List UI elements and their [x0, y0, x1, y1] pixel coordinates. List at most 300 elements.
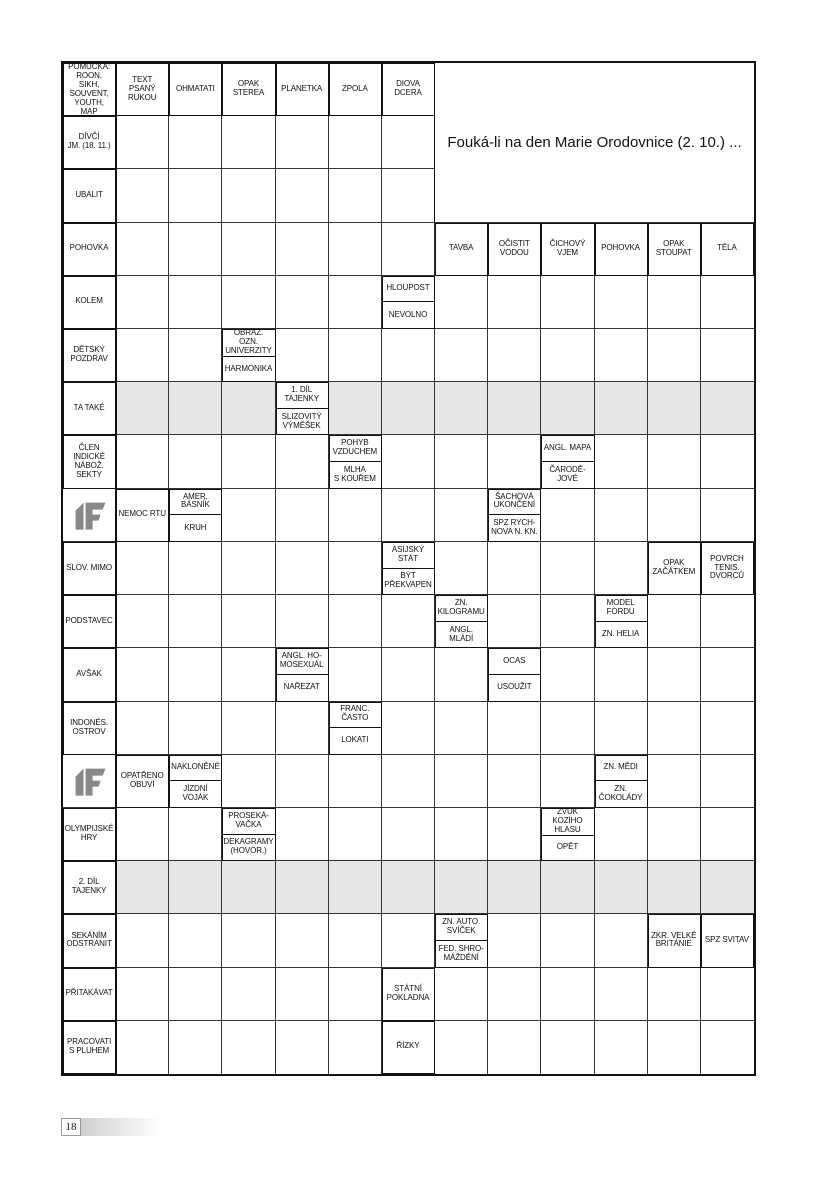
answer-cell[interactable]	[382, 116, 435, 169]
answer-cell[interactable]	[116, 542, 169, 595]
answer-cell[interactable]	[329, 382, 382, 435]
clue-cell	[701, 223, 754, 276]
answer-cell[interactable]	[382, 489, 435, 542]
answer-cell[interactable]	[701, 595, 754, 648]
answer-cell[interactable]	[382, 702, 435, 755]
answer-cell[interactable]	[435, 489, 488, 542]
answer-cell[interactable]	[701, 435, 754, 488]
logo-cell	[63, 489, 116, 542]
clue-text: AVŠAK	[76, 668, 102, 678]
clue-cell	[276, 63, 329, 116]
answer-cell[interactable]	[222, 648, 275, 701]
clue-text: ČLEN INDICKÉ NÁBOŽ. SEKTY	[73, 442, 105, 479]
answer-cell[interactable]	[488, 435, 541, 488]
answer-cell[interactable]	[435, 755, 488, 808]
answer-cell[interactable]	[648, 755, 701, 808]
answer-cell[interactable]	[329, 1021, 382, 1074]
answer-cell[interactable]	[222, 968, 275, 1021]
clue-cell	[382, 63, 435, 116]
answer-cell[interactable]	[329, 116, 382, 169]
answer-cell[interactable]	[595, 914, 648, 967]
clue-text: ASIJSKÝ STÁT	[391, 544, 425, 563]
answer-cell[interactable]	[488, 276, 541, 329]
answer-cell[interactable]	[488, 1021, 541, 1074]
answer-cell[interactable]	[329, 968, 382, 1021]
answer-cell[interactable]	[382, 382, 435, 435]
clue-cell	[382, 968, 435, 1021]
clue-cell	[329, 435, 382, 488]
answer-cell[interactable]	[648, 861, 701, 914]
answer-cell[interactable]	[382, 648, 435, 701]
clue-text: MODEL FORDU	[606, 597, 635, 616]
clue-text: ČARODĚ- JOVÉ	[541, 461, 593, 488]
publisher-logo-icon	[63, 489, 116, 542]
answer-cell[interactable]	[169, 542, 222, 595]
clue-text: POHOVKA	[601, 243, 641, 253]
answer-cell[interactable]	[276, 914, 329, 967]
page-number-strip	[81, 1118, 161, 1136]
answer-cell[interactable]	[222, 542, 275, 595]
answer-cell[interactable]	[116, 861, 169, 914]
answer-cell[interactable]	[595, 382, 648, 435]
answer-cell[interactable]	[435, 382, 488, 435]
answer-cell[interactable]	[541, 914, 594, 967]
answer-cell[interactable]	[222, 435, 275, 488]
clue-text: TA TAKÉ	[73, 402, 105, 412]
answer-cell[interactable]	[116, 435, 169, 488]
clue-text: NEMOC RTU	[118, 509, 166, 519]
answer-cell[interactable]	[541, 755, 594, 808]
clue-cell	[63, 63, 116, 116]
clue-text: PŘITAKÁVAT	[65, 988, 113, 998]
answer-cell[interactable]	[222, 489, 275, 542]
clue-text: POVRCH TENIS. DVORCŮ	[709, 553, 744, 581]
answer-cell[interactable]	[329, 329, 382, 382]
crossword-grid	[61, 61, 756, 1076]
answer-cell[interactable]	[116, 116, 169, 169]
answer-cell[interactable]	[276, 435, 329, 488]
answer-cell[interactable]	[329, 542, 382, 595]
clue-text: ZVUK KOZÍHO HLASU	[552, 806, 583, 834]
answer-cell[interactable]	[488, 914, 541, 967]
answer-cell[interactable]	[222, 169, 275, 222]
clue-cell	[648, 542, 701, 595]
clue-cell	[488, 489, 541, 542]
answer-cell[interactable]	[276, 116, 329, 169]
clue-cell	[648, 223, 701, 276]
clue-text: AMER. BÁSNÍK	[180, 491, 210, 510]
answer-cell[interactable]	[648, 329, 701, 382]
clue-text: ČICHOVÝ VJEM	[549, 238, 586, 257]
answer-cell[interactable]	[169, 595, 222, 648]
answer-cell[interactable]	[648, 808, 701, 861]
answer-cell[interactable]	[169, 1021, 222, 1074]
clue-text: FRANC. ČASTO	[340, 704, 370, 723]
clue-cell	[63, 861, 116, 914]
answer-cell[interactable]	[222, 223, 275, 276]
clue-text: PROSEKÁ- VAČKA	[228, 810, 269, 829]
clue-text: NEVOLNO	[382, 301, 434, 328]
answer-cell[interactable]	[435, 808, 488, 861]
answer-cell[interactable]	[595, 648, 648, 701]
answer-cell[interactable]	[276, 329, 329, 382]
answer-cell[interactable]	[435, 648, 488, 701]
clue-text: TEXT PSANÝ RUKOU	[128, 74, 157, 102]
clue-text: NAŘEZAT	[276, 674, 328, 701]
answer-cell[interactable]	[382, 755, 435, 808]
clue-cell	[329, 702, 382, 755]
clue-text: ZPOLA	[341, 83, 368, 93]
answer-cell[interactable]	[488, 968, 541, 1021]
answer-cell[interactable]	[116, 914, 169, 967]
puzzle-title: Fouká-li na den Marie Orodovnice (2. 10.) ...	[435, 63, 754, 223]
clue-text: JÍZDNÍ VOJÁK	[169, 780, 221, 807]
clue-cell	[116, 755, 169, 808]
clue-text: USOUŽIT	[488, 674, 540, 701]
answer-cell[interactable]	[329, 169, 382, 222]
clue-text: 2. DÍL TAJENKY	[71, 877, 107, 896]
clue-cell	[595, 755, 648, 808]
answer-cell[interactable]	[701, 276, 754, 329]
answer-cell[interactable]	[701, 382, 754, 435]
answer-cell[interactable]	[541, 968, 594, 1021]
clue-cell	[541, 808, 594, 861]
answer-cell[interactable]	[169, 808, 222, 861]
answer-cell[interactable]	[648, 382, 701, 435]
clue-cell	[329, 63, 382, 116]
clue-cell	[276, 648, 329, 701]
title-divider	[434, 63, 435, 223]
clue-cell	[595, 223, 648, 276]
clue-text: ZN. MĚDI	[603, 762, 638, 772]
clue-text: ANGL. MLÁDÍ	[435, 621, 487, 648]
answer-cell[interactable]	[595, 968, 648, 1021]
page-number: 18	[61, 1118, 81, 1136]
answer-cell[interactable]	[222, 116, 275, 169]
answer-cell[interactable]	[382, 808, 435, 861]
clue-text: ZN. ČOKOLÁDY	[595, 780, 647, 807]
answer-cell[interactable]	[595, 808, 648, 861]
clue-cell	[701, 542, 754, 595]
answer-cell[interactable]	[222, 702, 275, 755]
answer-cell[interactable]	[116, 223, 169, 276]
clue-text: PRACOVATI S PLUHEM	[66, 1036, 112, 1055]
clue-text: KRUH	[169, 514, 221, 541]
clue-text: KOLEM	[75, 296, 103, 306]
answer-cell[interactable]	[222, 382, 275, 435]
answer-cell[interactable]	[488, 702, 541, 755]
publisher-logo-icon	[63, 755, 116, 808]
answer-cell[interactable]	[595, 542, 648, 595]
clue-text: NAKLONĚNÉ	[171, 762, 220, 772]
clue-cell	[169, 489, 222, 542]
answer-cell[interactable]	[169, 116, 222, 169]
clue-text: SPZ RYCH- NOVA N. KN.	[488, 514, 540, 541]
answer-cell[interactable]	[276, 1021, 329, 1074]
logo-cell	[63, 755, 116, 808]
answer-cell[interactable]	[329, 648, 382, 701]
clue-cell	[276, 382, 329, 435]
answer-cell[interactable]	[276, 755, 329, 808]
answer-cell[interactable]	[169, 702, 222, 755]
answer-cell[interactable]	[648, 435, 701, 488]
answer-cell[interactable]	[541, 276, 594, 329]
clue-text: POMŮCKA: ROON, SIKH, SOUVENT, YOUTH, MAP	[68, 62, 110, 116]
answer-cell[interactable]	[222, 914, 275, 967]
clue-text: PODSTAVEC	[65, 615, 113, 625]
answer-cell[interactable]	[648, 968, 701, 1021]
answer-cell[interactable]	[329, 914, 382, 967]
clue-text: BÝT PŘEKVAPEN	[382, 568, 434, 595]
answer-cell[interactable]	[541, 382, 594, 435]
answer-cell[interactable]	[541, 1021, 594, 1074]
answer-cell[interactable]	[595, 702, 648, 755]
answer-cell[interactable]	[488, 595, 541, 648]
answer-cell[interactable]	[116, 382, 169, 435]
answer-cell[interactable]	[169, 382, 222, 435]
clue-text: OČISTIT VODOU	[498, 238, 530, 257]
answer-cell[interactable]	[701, 648, 754, 701]
answer-cell[interactable]	[541, 648, 594, 701]
answer-cell[interactable]	[116, 169, 169, 222]
answer-cell[interactable]	[701, 1021, 754, 1074]
clue-text: OBRAZ. OZN. UNIVERZITY	[225, 328, 272, 355]
clue-cell	[63, 968, 116, 1021]
answer-cell[interactable]	[488, 808, 541, 861]
clue-cell	[648, 914, 701, 967]
answer-cell[interactable]	[169, 968, 222, 1021]
clue-text: ZN. AUTO. SVÍČEK	[442, 917, 481, 936]
answer-cell[interactable]	[169, 169, 222, 222]
answer-cell[interactable]	[222, 595, 275, 648]
answer-cell[interactable]	[701, 861, 754, 914]
clue-text: 1. DÍL TAJENKY	[284, 385, 320, 404]
answer-cell[interactable]	[435, 276, 488, 329]
clue-cell	[63, 702, 116, 755]
clue-cell	[595, 595, 648, 648]
clue-cell	[435, 914, 488, 967]
clue-text: OPAK STOUPAT	[655, 238, 692, 257]
clue-text: ZN. KILOGRAMU	[437, 597, 485, 616]
clue-text: SPZ SVITAV	[704, 934, 749, 944]
clue-cell	[63, 808, 116, 861]
clue-cell	[63, 595, 116, 648]
clue-cell	[63, 382, 116, 435]
answer-cell[interactable]	[276, 968, 329, 1021]
answer-cell[interactable]	[382, 861, 435, 914]
clue-text: OPĚT	[541, 835, 593, 860]
answer-cell[interactable]	[382, 595, 435, 648]
answer-cell[interactable]	[116, 329, 169, 382]
clue-text: POHOVKA	[69, 243, 109, 253]
answer-cell[interactable]	[488, 755, 541, 808]
answer-cell[interactable]	[276, 861, 329, 914]
answer-cell[interactable]	[435, 435, 488, 488]
clue-text: TAVBA	[448, 243, 474, 253]
clue-text: ŘÍZKY	[396, 1041, 420, 1051]
clue-cell	[63, 169, 116, 222]
clue-cell	[169, 755, 222, 808]
answer-cell[interactable]	[701, 329, 754, 382]
answer-cell[interactable]	[595, 1021, 648, 1074]
clue-text: FED. SHRO- MÁŽDĚNÍ	[435, 940, 487, 967]
clue-text: POHYB VZDUCHEM	[332, 438, 378, 457]
clue-cell	[541, 435, 594, 488]
answer-cell[interactable]	[329, 276, 382, 329]
answer-cell[interactable]	[648, 702, 701, 755]
clue-text: OPATŘENO OBUVÍ	[120, 770, 164, 789]
answer-cell[interactable]	[488, 542, 541, 595]
answer-cell[interactable]	[648, 1021, 701, 1074]
clue-text: MLHA S KOUŘEM	[329, 461, 381, 488]
clue-text: STÁTNÍ POKLADNA	[386, 983, 430, 1002]
clue-cell	[222, 808, 275, 861]
clue-text: UBALIT	[75, 190, 103, 200]
clue-cell	[701, 914, 754, 967]
answer-cell[interactable]	[541, 489, 594, 542]
clue-text: PLANETKA	[281, 83, 323, 93]
answer-cell[interactable]	[222, 276, 275, 329]
answer-cell[interactable]	[488, 329, 541, 382]
answer-cell[interactable]	[276, 595, 329, 648]
answer-cell[interactable]	[116, 648, 169, 701]
answer-cell[interactable]	[541, 861, 594, 914]
answer-cell[interactable]	[116, 702, 169, 755]
clue-text: OLYMPIJSKÉ HRY	[64, 824, 114, 843]
answer-cell[interactable]	[276, 808, 329, 861]
clue-text: INDONÉS. OSTROV	[70, 717, 108, 736]
answer-cell[interactable]	[169, 223, 222, 276]
answer-cell[interactable]	[222, 755, 275, 808]
answer-cell[interactable]	[382, 435, 435, 488]
answer-cell[interactable]	[276, 276, 329, 329]
clue-text: ANGL. HO- MOSEXUÁL	[279, 651, 324, 670]
answer-cell[interactable]	[701, 755, 754, 808]
clue-text: DĚTSKÝ POZDRAV	[70, 345, 108, 364]
answer-cell[interactable]	[276, 223, 329, 276]
answer-cell[interactable]	[435, 1021, 488, 1074]
clue-text: ZN. HELIA	[595, 621, 647, 648]
answer-cell[interactable]	[488, 861, 541, 914]
answer-cell[interactable]	[276, 489, 329, 542]
clue-cell	[116, 489, 169, 542]
answer-cell[interactable]	[435, 861, 488, 914]
answer-cell[interactable]	[169, 648, 222, 701]
answer-cell[interactable]	[329, 595, 382, 648]
clue-cell	[63, 542, 116, 595]
answer-cell[interactable]	[169, 861, 222, 914]
clue-text: TĚLA	[717, 243, 737, 253]
clue-cell	[382, 1021, 435, 1074]
clue-text: SLOV. MIMO	[66, 562, 112, 572]
answer-cell[interactable]	[276, 169, 329, 222]
answer-cell[interactable]	[329, 861, 382, 914]
answer-cell[interactable]	[276, 542, 329, 595]
answer-cell[interactable]	[541, 702, 594, 755]
answer-cell[interactable]	[435, 329, 488, 382]
answer-cell[interactable]	[595, 276, 648, 329]
clue-cell	[63, 435, 116, 488]
answer-cell[interactable]	[169, 329, 222, 382]
clue-cell	[488, 223, 541, 276]
answer-cell[interactable]	[169, 914, 222, 967]
answer-cell[interactable]	[701, 968, 754, 1021]
answer-cell[interactable]	[595, 861, 648, 914]
clue-text: DEKAGRAMY (HOVOR.)	[222, 834, 274, 861]
clue-cell	[63, 329, 116, 382]
clue-cell	[63, 276, 116, 329]
answer-cell[interactable]	[435, 702, 488, 755]
answer-cell[interactable]	[435, 542, 488, 595]
answer-cell[interactable]	[382, 329, 435, 382]
clue-text: HLOUPOST	[386, 283, 430, 293]
answer-cell[interactable]	[648, 276, 701, 329]
clue-cell	[382, 542, 435, 595]
answer-cell[interactable]	[648, 489, 701, 542]
clue-text: DIOVA DCERA	[394, 79, 422, 98]
clue-text: SEKÁNÍM ODSTRANIT	[66, 930, 112, 949]
answer-cell[interactable]	[329, 223, 382, 276]
clue-text: OPAK ZAČÁTKEM	[652, 558, 696, 576]
clue-cell	[63, 914, 116, 967]
clue-cell	[169, 63, 222, 116]
answer-cell[interactable]	[116, 968, 169, 1021]
clue-cell	[116, 63, 169, 116]
clue-cell	[63, 648, 116, 701]
answer-cell[interactable]	[169, 276, 222, 329]
answer-cell[interactable]	[595, 329, 648, 382]
answer-cell[interactable]	[382, 169, 435, 222]
answer-cell[interactable]	[222, 861, 275, 914]
answer-cell[interactable]	[488, 382, 541, 435]
answer-cell[interactable]	[116, 1021, 169, 1074]
answer-cell[interactable]	[541, 329, 594, 382]
answer-cell[interactable]	[701, 808, 754, 861]
clue-text: OPAK STEREA	[232, 79, 265, 98]
clue-text: ANGL. MAPA	[543, 442, 592, 452]
answer-cell[interactable]	[222, 1021, 275, 1074]
answer-cell[interactable]	[276, 702, 329, 755]
clue-text: OHMATATI	[175, 83, 215, 93]
answer-cell[interactable]	[648, 595, 701, 648]
clue-cell	[435, 223, 488, 276]
answer-cell[interactable]	[116, 276, 169, 329]
clue-text: SLIZOVITÝ VÝMĚŠEK	[276, 408, 328, 435]
answer-cell[interactable]	[701, 489, 754, 542]
answer-cell[interactable]	[329, 808, 382, 861]
answer-cell[interactable]	[595, 435, 648, 488]
answer-cell[interactable]	[595, 489, 648, 542]
answer-cell[interactable]	[329, 755, 382, 808]
clue-cell	[63, 223, 116, 276]
clue-cell	[63, 116, 116, 169]
answer-cell[interactable]	[435, 968, 488, 1021]
answer-cell[interactable]	[116, 595, 169, 648]
answer-cell[interactable]	[382, 914, 435, 967]
answer-cell[interactable]	[116, 808, 169, 861]
answer-cell[interactable]	[329, 489, 382, 542]
clue-text: ŠACHOVÁ UKONČENÍ	[493, 491, 535, 510]
answer-cell[interactable]	[701, 702, 754, 755]
answer-cell[interactable]	[169, 435, 222, 488]
clue-cell	[222, 63, 275, 116]
answer-cell[interactable]	[648, 648, 701, 701]
answer-cell[interactable]	[382, 223, 435, 276]
answer-cell[interactable]	[541, 595, 594, 648]
clue-cell	[222, 329, 275, 382]
clue-cell	[63, 1021, 116, 1074]
answer-cell[interactable]	[541, 542, 594, 595]
